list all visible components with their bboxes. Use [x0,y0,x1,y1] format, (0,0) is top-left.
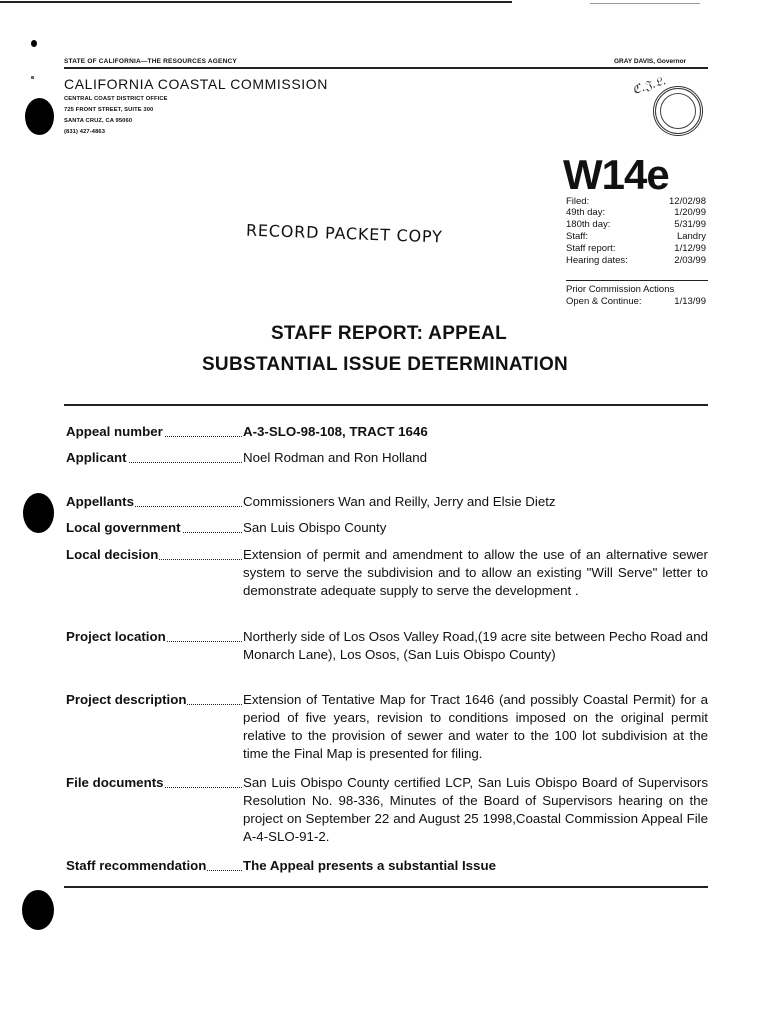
prior-action-row [566,297,706,308]
meta-value: 2/03/99 [674,255,706,266]
meta-row [566,197,706,208]
field-local-government [66,519,708,537]
field-staff-recommendation [66,857,708,875]
field-applicant [66,449,708,467]
prior-actions-heading: Prior Commission Actions [566,284,675,295]
field-file-documents [66,774,708,846]
scan-top-line [0,1,512,3]
meta-label: Hearing dates: [566,255,628,266]
field-value: San Luis Obispo County [243,520,387,535]
meta-value: Landry [676,231,706,242]
field-value: San Luis Obispo County certified LCP, San Luis Obispo Board of Supervisors Resolution No. 98-336, Minutes of the Board of Supervisors hearing on the project on September 22 and August 25 1998,Coastal Commission Appeal File A-4-SLO-91-2. [243,775,708,844]
field-label: Project location [66,629,166,644]
meta-value: 1/12/99 [674,243,706,254]
meta-row [566,208,706,219]
field-label: Appeal number [66,424,163,439]
prior-action-value: 1/13/99 [674,296,706,307]
section-rule-bottom [64,886,708,888]
hole-punch-top [25,98,54,135]
field-project-description [66,691,708,763]
field-label: Project description [66,692,187,707]
field-label: Local government [66,520,181,535]
field-value: Extension of Tentative Map for Tract 1646 (and possibly Coastal Permit) for a period of five years, revision to conditions imposed on the original permit relative to the provision of sewer and water to the 100 lot subdivision at the time the Final Map is presented for filing. [243,692,708,761]
agency-name: STATE OF CALIFORNIA—THE RESOURCES AGENCY [64,58,237,65]
office-line: 725 FRONT STREET, SUITE 300 [64,107,154,113]
field-label: Staff recommendation [66,858,207,873]
hole-punch-mark [31,40,37,47]
field-label: Applicant [66,450,127,465]
field-local-decision [66,546,708,600]
field-value: Northerly side of Los Osos Valley Road,(19 acre site between Pecho Road and Monarch Lane), Los Osos, (San Luis Obispo County) [243,629,708,662]
hole-punch-bottom [22,890,54,930]
meta-label: Filed: [566,196,590,207]
meta-row [566,220,706,231]
meta-row [566,244,706,255]
hole-punch-middle [23,493,54,533]
field-value: The Appeal presents a substantial Issue [243,858,496,873]
field-label: Appellants [66,494,134,509]
meta-divider [566,280,708,281]
scan-top-line-right [590,3,700,4]
section-rule-top [64,404,708,406]
meta-value: 5/31/99 [674,219,706,230]
agenda-item-code: W14e [563,151,669,198]
field-value: Extension of permit and amendment to allow the use of an alternative sewer system to serve the subdivision and to allow an existing "Will Serve" letter to demonstrate adequate supply to serve the development . [243,547,708,598]
report-title-line1: STAFF REPORT: APPEAL [270,323,508,344]
meta-label: Staff report: [566,243,616,254]
field-value: A-3-SLO-98-108, TRACT 1646 [243,424,428,439]
meta-row [566,232,706,243]
office-line: CENTRAL COAST DISTRICT OFFICE [64,96,168,102]
field-appellants [66,493,708,511]
field-project-location [66,628,708,664]
governor-name: GRAY DAVIS, Governor [614,58,687,65]
office-line: (831) 427-4863 [64,129,106,135]
meta-label: Staff: [566,231,589,242]
handwritten-initials: ℭ.𝔍.𝔏. [630,73,668,97]
field-label: File documents [66,775,164,790]
meta-value: 1/20/99 [674,207,706,218]
header-rule [64,67,708,69]
office-line: SANTA CRUZ, CA 95060 [64,118,133,124]
field-appeal-number [66,423,708,441]
report-title-line2: SUBSTANTIAL ISSUE DETERMINATION [201,354,569,375]
prior-action-label: Open & Continue: [566,296,642,307]
meta-label: 49th day: [566,207,606,218]
meta-row [566,256,706,267]
commission-name: CALIFORNIA COASTAL COMMISSION [64,76,328,92]
field-value: Commissioners Wan and Reilly, Jerry and Elsie Dietz [243,494,556,509]
meta-value: 12/02/98 [669,196,706,207]
record-packet-stamp: RECORD PACKET COPY [245,220,443,247]
field-label: Local decision [66,547,159,562]
field-value: Noel Rodman and Ron Holland [243,450,428,465]
scan-speck [31,76,34,79]
seal-inner-ring [660,93,696,129]
meta-label: 180th day: [566,219,611,230]
